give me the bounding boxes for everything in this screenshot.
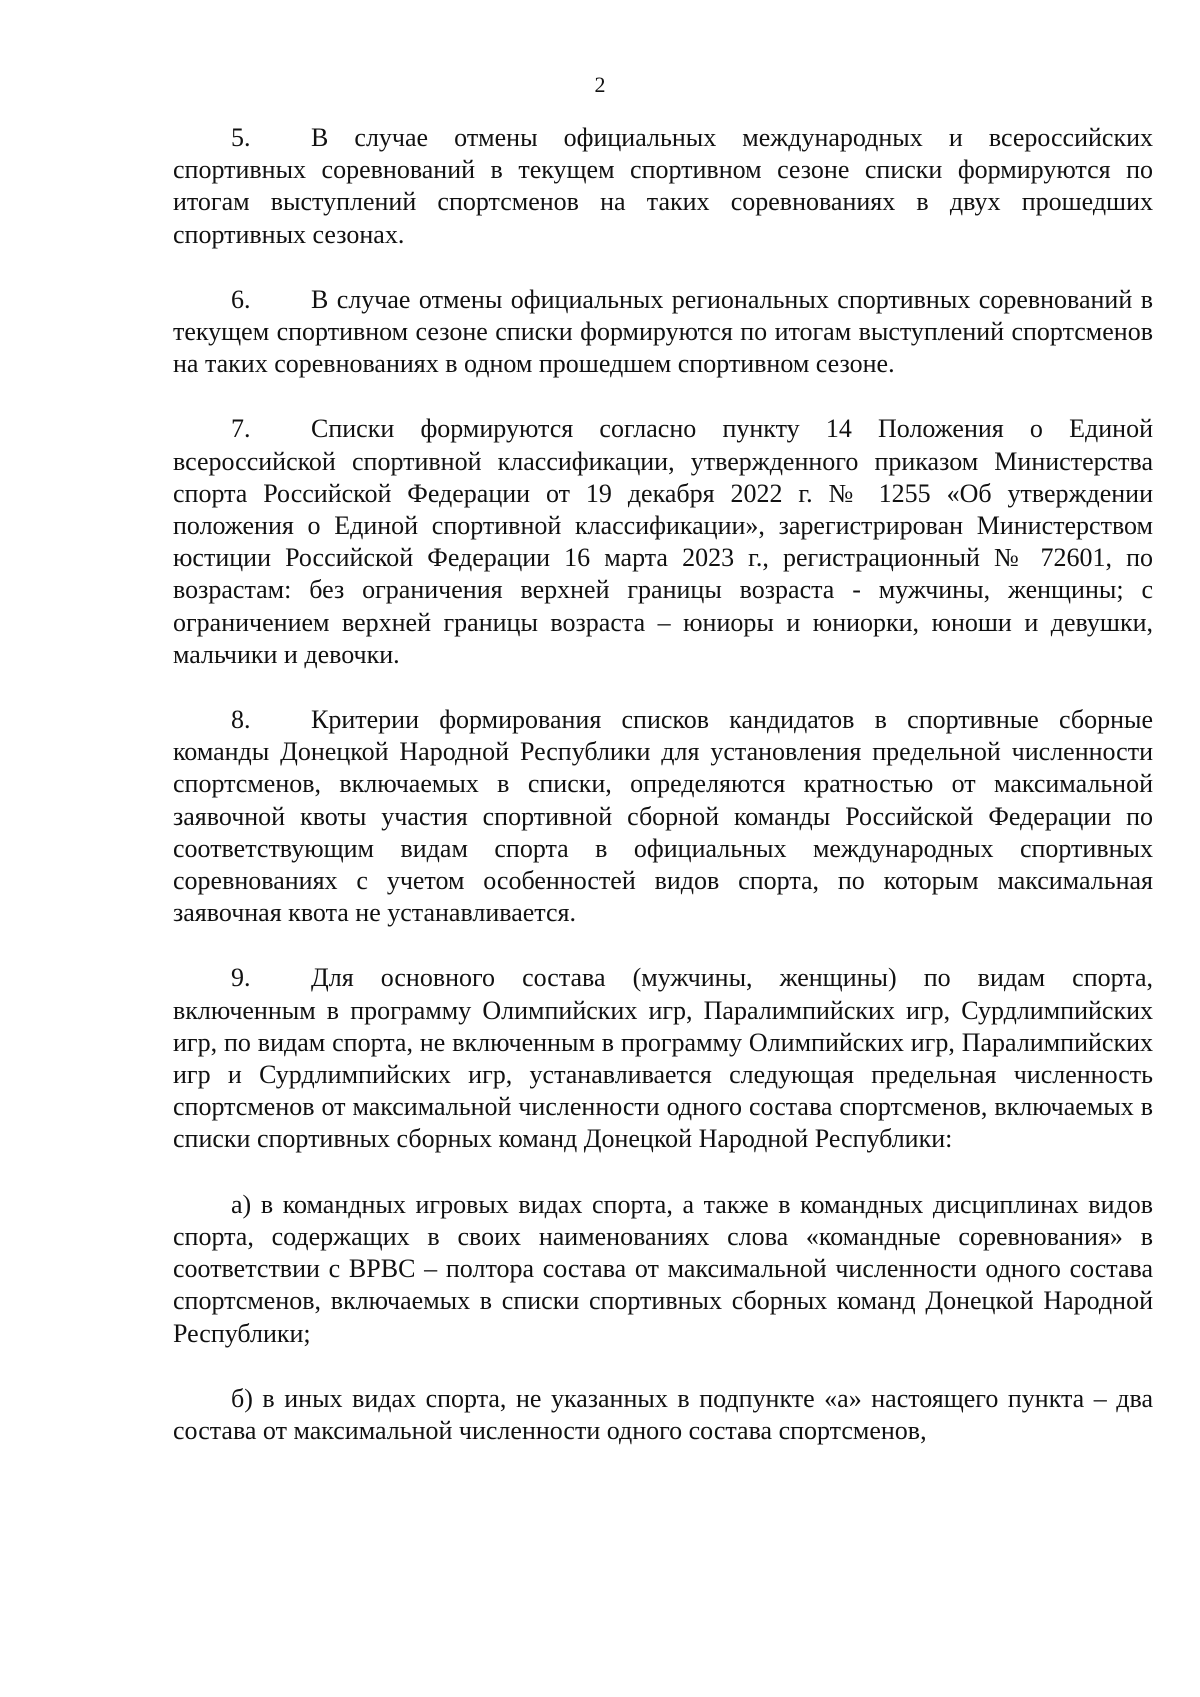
paragraph-text: а) в командных игровых видах спорта, а также в командных дисциплинах видов спорта, содержащих в своих наименованиях слова «командные соревнования» в соответствии с ВРВС – полтора состава от максимальной численности одного состава спортсменов, включаемых в списки спортивных сборных команд Донецкой Народной Республики;	[173, 1189, 1153, 1348]
paragraph-number: 5.	[231, 123, 251, 152]
paragraph-number: 8.	[231, 705, 251, 735]
paragraph-7	[173, 413, 1153, 671]
paragraph-text: Критерии формирования списков кандидатов в спортивные сборные команды Донецкой Народной Республики для установления предельной численности спортсменов, включаемых в списки, определяются кратностью от максимальной заявочной квоты участия спортивной сборной команды Российской Федерации по соответствующим видам спорта в официальных международных спортивных соревнованиях с учетом особенностей видов спорта, по которым максимальная заявочная квота не устанавливается.	[173, 705, 1153, 928]
paragraph-text: Списки формируются согласно пункту 14 Положения о Единой всероссийской спортивной классификации, утвержденного приказом Министерства спорта Российской Федерации от 19 декабря 2022 г. № 1255 «Об утверждении положения о Единой спортивной классификации», зарегистрирован Министерством юстиции Российской Федерации 16 марта 2023 г., регистрационный № 72601, по возрастам: без ограничения верхней границы возраста - мужчины, женщины; с ограничением верхней границы возраста – юниоры и юниорки, юноши и девушки, мальчики и девочки.	[173, 414, 1153, 669]
paragraph-text: В случае отмены официальных региональных спортивных соревнований в текущем спортивном сезоне списки формируются по итогам выступлений спортсменов на таких соревнованиях в одном прошедшем спортивном сезоне.	[173, 284, 1153, 379]
paragraph-number: 9.	[231, 963, 251, 993]
document-body	[173, 122, 1153, 1447]
subparagraph-a	[173, 1189, 1153, 1350]
paragraph-6	[173, 284, 1153, 381]
paragraph-number: 7.	[231, 414, 251, 444]
paragraph-text: В случае отмены официальных международных и всероссийских спортивных соревнований в текущем спортивном сезоне списки формируются по итогам выступлений спортсменов на таких соревнованиях в двух прошедших спортивных сезонах.	[173, 123, 1153, 249]
paragraph-text: б) в иных видах спорта, не указанных в подпункте «а» настоящего пункта – два состава от максимальной численности одного состава спортсменов,	[173, 1383, 1153, 1445]
paragraph-number: 6.	[231, 284, 251, 314]
paragraph-9	[173, 962, 1153, 1155]
paragraph-8	[173, 704, 1153, 929]
page-number: 2	[594, 72, 606, 97]
paragraph-5	[173, 122, 1153, 251]
subparagraph-b	[173, 1383, 1153, 1447]
paragraph-text: Для основного состава (мужчины, женщины) по видам спорта, включенным в программу Олимпийских игр, Паралимпийских игр, Сурдлимпийских игр, по видам спорта, не включенным в программу Олимпийских игр, Паралимпийских игр и Сурдлимпийских игр, устанавливается следующая предельная численность спортсменов от максимальной численности одного состава спортсменов, включаемых в списки спортивных сборных команд Донецкой Народной Республики:	[173, 963, 1153, 1154]
